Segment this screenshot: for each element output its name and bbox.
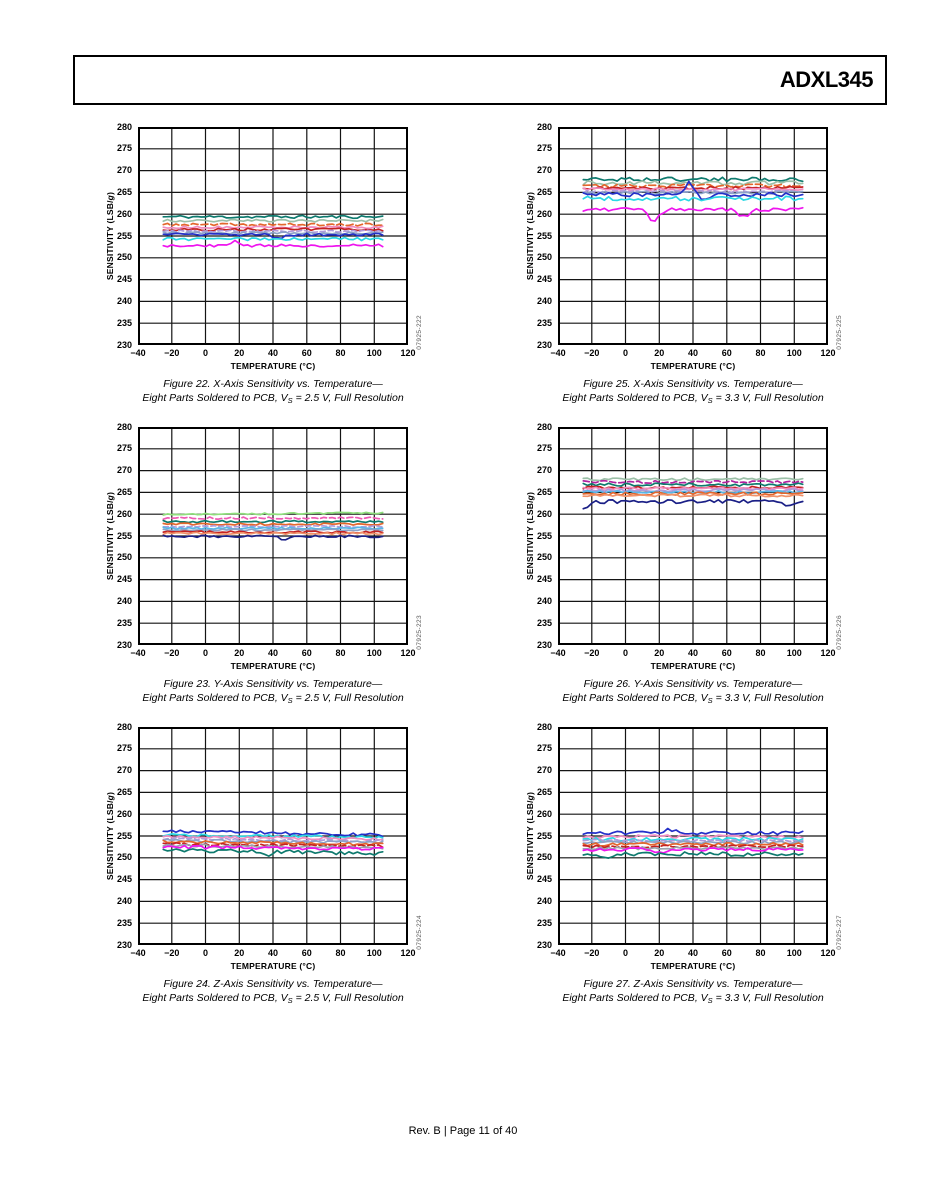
figure-caption-line2-post: = 3.3 V, Full Resolution (712, 391, 824, 404)
y-axis-label-g: g (105, 794, 115, 801)
y-axis-label-close: ) (525, 491, 535, 495)
y-tick-label: 235 (536, 317, 552, 328)
y-tick-label: 260 (116, 508, 132, 519)
figure-caption-line2-post: = 2.5 V, Full Resolution (292, 691, 404, 704)
figure-caption-line1: Figure 24. Z-Axis Sensitivity vs. Temperature— (163, 978, 383, 990)
y-axis-label-close: ) (105, 191, 115, 195)
figure-caption (83, 978, 463, 1007)
figure-caption-line2 (83, 992, 463, 1008)
figure-caption-line1: Figure 26. Y-Axis Sensitivity vs. Temperature— (583, 678, 803, 690)
x-axis-label: TEMPERATURE (°C) (650, 961, 736, 971)
y-tick-label: 270 (116, 165, 132, 176)
x-tick-label: 60 (301, 348, 312, 358)
y-tick-label: 270 (116, 765, 132, 776)
y-tick-label: 240 (536, 595, 552, 606)
x-tick-label: 100 (366, 948, 382, 958)
x-tick-label: 80 (755, 948, 766, 958)
figure-22-plot (138, 127, 408, 345)
y-tick-label: 230 (116, 339, 132, 350)
y-tick-label: 270 (536, 465, 552, 476)
y-tick-label: 280 (116, 721, 132, 732)
y-tick-label: 255 (536, 230, 552, 241)
x-axis-label: TEMPERATURE (°C) (650, 361, 736, 371)
x-tick-label: 100 (786, 648, 802, 658)
figure-caption-line1: Figure 23. Y-Axis Sensitivity vs. Temperature— (163, 678, 383, 690)
y-axis-label-close: ) (525, 791, 535, 795)
y-tick-label: 280 (536, 121, 552, 132)
y-tick-label: 275 (116, 143, 132, 154)
y-tick-label: 260 (536, 508, 552, 519)
y-tick-label: 270 (536, 765, 552, 776)
part-number-title: ADXL345 (779, 67, 873, 92)
x-tick-label: 80 (335, 648, 346, 658)
x-tick-label: 80 (335, 348, 346, 358)
x-tick-label: 60 (721, 948, 732, 958)
y-tick-label: 275 (536, 743, 552, 754)
x-axis-label: TEMPERATURE (°C) (230, 361, 316, 371)
y-tick-label: 280 (536, 421, 552, 432)
y-tick-label: 260 (116, 808, 132, 819)
y-tick-label: 235 (536, 917, 552, 928)
figure-caption-line2 (503, 692, 883, 708)
y-tick-label: 250 (116, 852, 132, 863)
figure-26-block (518, 421, 868, 719)
figure-caption-line2-post: = 2.5 V, Full Resolution (292, 391, 404, 404)
y-tick-label: 245 (116, 274, 132, 285)
x-tick-label: 0 (202, 348, 208, 358)
x-tick-label: 40 (687, 348, 698, 358)
figure-caption-vs-subscript: S (287, 395, 293, 405)
y-tick-label: 280 (116, 421, 132, 432)
figure-caption-line2-pre: Eight Parts Soldered to PCB, V (142, 391, 288, 404)
y-axis-label-text: SENSITIVITY (LSB/ (105, 200, 115, 281)
y-axis-label-text: SENSITIVITY (LSB/ (525, 200, 535, 281)
x-tick-label: −40 (550, 348, 566, 358)
y-axis-label-text: SENSITIVITY (LSB/ (525, 500, 535, 581)
y-tick-label: 265 (116, 786, 132, 797)
y-tick-label: 255 (116, 230, 132, 241)
x-tick-label: 0 (622, 948, 628, 958)
page-footer (0, 1125, 926, 1137)
figure-caption-line2-pre: Eight Parts Soldered to PCB, V (562, 991, 708, 1004)
y-tick-label: 260 (536, 208, 552, 219)
x-tick-label: 40 (267, 348, 278, 358)
x-tick-label: −20 (164, 948, 180, 958)
y-tick-label: 255 (116, 530, 132, 541)
x-tick-label: 80 (755, 648, 766, 658)
y-tick-label: 275 (116, 743, 132, 754)
x-tick-label: 0 (622, 348, 628, 358)
y-tick-label: 270 (116, 465, 132, 476)
figure-caption (503, 378, 883, 407)
figure-caption-line2-post: = 3.3 V, Full Resolution (712, 991, 824, 1004)
figure-caption-line2-post: = 2.5 V, Full Resolution (292, 991, 404, 1004)
figure-caption-line2-post: = 3.3 V, Full Resolution (712, 691, 824, 704)
figure-25-plot (558, 127, 828, 345)
plot-gridlines (138, 127, 408, 345)
x-tick-label: 120 (820, 348, 836, 358)
figure-code: 07925-224 (416, 915, 423, 950)
x-tick-label: 20 (654, 648, 665, 658)
y-tick-label: 235 (536, 617, 552, 628)
figure-22-block (98, 121, 448, 419)
x-tick-label: 20 (234, 948, 245, 958)
figure-code: 07925-226 (836, 615, 843, 650)
x-tick-label: 100 (366, 648, 382, 658)
x-tick-label: 100 (366, 348, 382, 358)
x-tick-label: −40 (130, 948, 146, 958)
x-tick-label: 80 (755, 348, 766, 358)
x-tick-label: 80 (335, 948, 346, 958)
x-tick-label: 40 (267, 648, 278, 658)
y-axis-label-g: g (105, 494, 115, 501)
y-tick-label: 250 (536, 552, 552, 563)
plot-gridlines (558, 727, 828, 945)
figure-caption (503, 678, 883, 707)
y-tick-label: 275 (536, 443, 552, 454)
y-tick-label: 230 (536, 639, 552, 650)
figure-caption (83, 678, 463, 707)
x-axis-label: TEMPERATURE (°C) (230, 961, 316, 971)
y-tick-label: 250 (116, 252, 132, 263)
figure-caption (503, 978, 883, 1007)
figure-caption-line2 (83, 692, 463, 708)
y-axis-label-close: ) (525, 191, 535, 195)
y-tick-label: 240 (116, 295, 132, 306)
y-tick-label: 230 (116, 939, 132, 950)
x-tick-label: 20 (234, 648, 245, 658)
figure-24-block (98, 721, 448, 1019)
y-tick-label: 240 (116, 895, 132, 906)
y-tick-label: 240 (536, 295, 552, 306)
y-tick-label: 280 (536, 721, 552, 732)
y-tick-label: 260 (536, 808, 552, 819)
y-axis-label-text: SENSITIVITY (LSB/ (105, 800, 115, 881)
figure-25-block (518, 121, 868, 419)
figure-caption-line1: Figure 22. X-Axis Sensitivity vs. Temperature— (163, 378, 383, 390)
figure-caption-vs-subscript: S (287, 995, 293, 1005)
y-axis-label-close: ) (105, 791, 115, 795)
plot-gridlines (558, 427, 828, 645)
y-tick-label: 235 (116, 317, 132, 328)
x-tick-label: 40 (687, 948, 698, 958)
figure-caption-line1: Figure 27. Z-Axis Sensitivity vs. Temperature— (583, 978, 803, 990)
y-tick-label: 245 (116, 874, 132, 885)
x-tick-label: −40 (130, 648, 146, 658)
figure-23-plot (138, 427, 408, 645)
x-axis-label: TEMPERATURE (°C) (650, 661, 736, 671)
figure-caption-line1: Figure 25. X-Axis Sensitivity vs. Temperature— (583, 378, 803, 390)
y-axis-label-text: SENSITIVITY (LSB/ (525, 800, 535, 881)
y-tick-label: 230 (536, 339, 552, 350)
figure-caption (83, 378, 463, 407)
y-tick-label: 260 (116, 208, 132, 219)
x-tick-label: 0 (622, 648, 628, 658)
y-tick-label: 265 (536, 786, 552, 797)
plot-gridlines (558, 127, 828, 345)
x-tick-label: 20 (654, 948, 665, 958)
x-tick-label: 0 (202, 948, 208, 958)
y-axis-label-g: g (525, 194, 535, 201)
figure-24-plot (138, 727, 408, 945)
x-tick-label: 20 (234, 348, 245, 358)
x-tick-label: −20 (164, 648, 180, 658)
y-axis-label-g: g (105, 194, 115, 201)
figure-caption-line2-pre: Eight Parts Soldered to PCB, V (142, 691, 288, 704)
x-axis-label: TEMPERATURE (°C) (230, 661, 316, 671)
y-tick-label: 255 (536, 830, 552, 841)
y-tick-label: 270 (536, 165, 552, 176)
y-axis-label-text: SENSITIVITY (LSB/ (105, 500, 115, 581)
figure-27-plot (558, 727, 828, 945)
x-tick-label: 20 (654, 348, 665, 358)
figure-caption-vs-subscript: S (707, 995, 713, 1005)
y-tick-label: 230 (116, 639, 132, 650)
y-tick-label: 250 (536, 852, 552, 863)
x-tick-label: −20 (584, 948, 600, 958)
y-tick-label: 245 (536, 874, 552, 885)
x-tick-label: 0 (202, 648, 208, 658)
figure-26-plot (558, 427, 828, 645)
x-tick-label: −40 (550, 948, 566, 958)
x-tick-label: 60 (721, 648, 732, 658)
x-tick-label: 100 (786, 348, 802, 358)
figure-code: 07925-223 (416, 615, 423, 650)
figure-caption-vs-subscript: S (287, 695, 293, 705)
figure-23-block (98, 421, 448, 719)
y-axis-label-close: ) (105, 491, 115, 495)
figure-code: 07925-225 (836, 315, 843, 350)
x-tick-label: 40 (687, 648, 698, 658)
y-tick-label: 240 (116, 595, 132, 606)
figure-27-block (518, 721, 868, 1019)
y-axis-label-g: g (525, 794, 535, 801)
figure-caption-vs-subscript: S (707, 395, 713, 405)
figure-caption-line2 (503, 992, 883, 1008)
x-tick-label: 120 (820, 648, 836, 658)
y-tick-label: 235 (116, 917, 132, 928)
y-tick-label: 235 (116, 617, 132, 628)
x-tick-label: 120 (400, 948, 416, 958)
footer-text: Rev. B | Page 11 of 40 (408, 1125, 518, 1137)
x-tick-label: −40 (130, 348, 146, 358)
y-axis-label-g: g (525, 494, 535, 501)
figure-code: 07925-222 (416, 315, 423, 350)
series-line-trace-7 (163, 529, 382, 531)
y-tick-label: 245 (536, 274, 552, 285)
figure-caption-line2-pre: Eight Parts Soldered to PCB, V (562, 391, 708, 404)
figure-caption-line2 (503, 392, 883, 408)
y-tick-label: 265 (116, 186, 132, 197)
x-tick-label: −20 (164, 348, 180, 358)
x-tick-label: −40 (550, 648, 566, 658)
x-tick-label: 40 (267, 948, 278, 958)
x-tick-label: −20 (584, 348, 600, 358)
x-tick-label: 60 (301, 948, 312, 958)
y-tick-label: 250 (116, 552, 132, 563)
figure-caption-vs-subscript: S (707, 695, 713, 705)
x-tick-label: −20 (584, 648, 600, 658)
figure-caption-line2 (83, 392, 463, 408)
x-tick-label: 60 (301, 648, 312, 658)
y-tick-label: 245 (116, 574, 132, 585)
y-tick-label: 230 (536, 939, 552, 950)
y-tick-label: 255 (536, 530, 552, 541)
y-tick-label: 265 (116, 486, 132, 497)
y-tick-label: 255 (116, 830, 132, 841)
y-tick-label: 265 (536, 486, 552, 497)
y-tick-label: 265 (536, 186, 552, 197)
x-tick-label: 60 (721, 348, 732, 358)
figure-caption-line2-pre: Eight Parts Soldered to PCB, V (142, 991, 288, 1004)
y-tick-label: 240 (536, 895, 552, 906)
x-tick-label: 120 (820, 948, 836, 958)
y-tick-label: 275 (116, 443, 132, 454)
x-tick-label: 120 (400, 648, 416, 658)
y-tick-label: 250 (536, 252, 552, 263)
y-tick-label: 280 (116, 121, 132, 132)
y-tick-label: 245 (536, 574, 552, 585)
header-box (73, 55, 887, 105)
x-tick-label: 120 (400, 348, 416, 358)
x-tick-label: 100 (786, 948, 802, 958)
figure-caption-line2-pre: Eight Parts Soldered to PCB, V (562, 691, 708, 704)
figure-code: 07925-227 (836, 915, 843, 950)
y-tick-label: 275 (536, 143, 552, 154)
